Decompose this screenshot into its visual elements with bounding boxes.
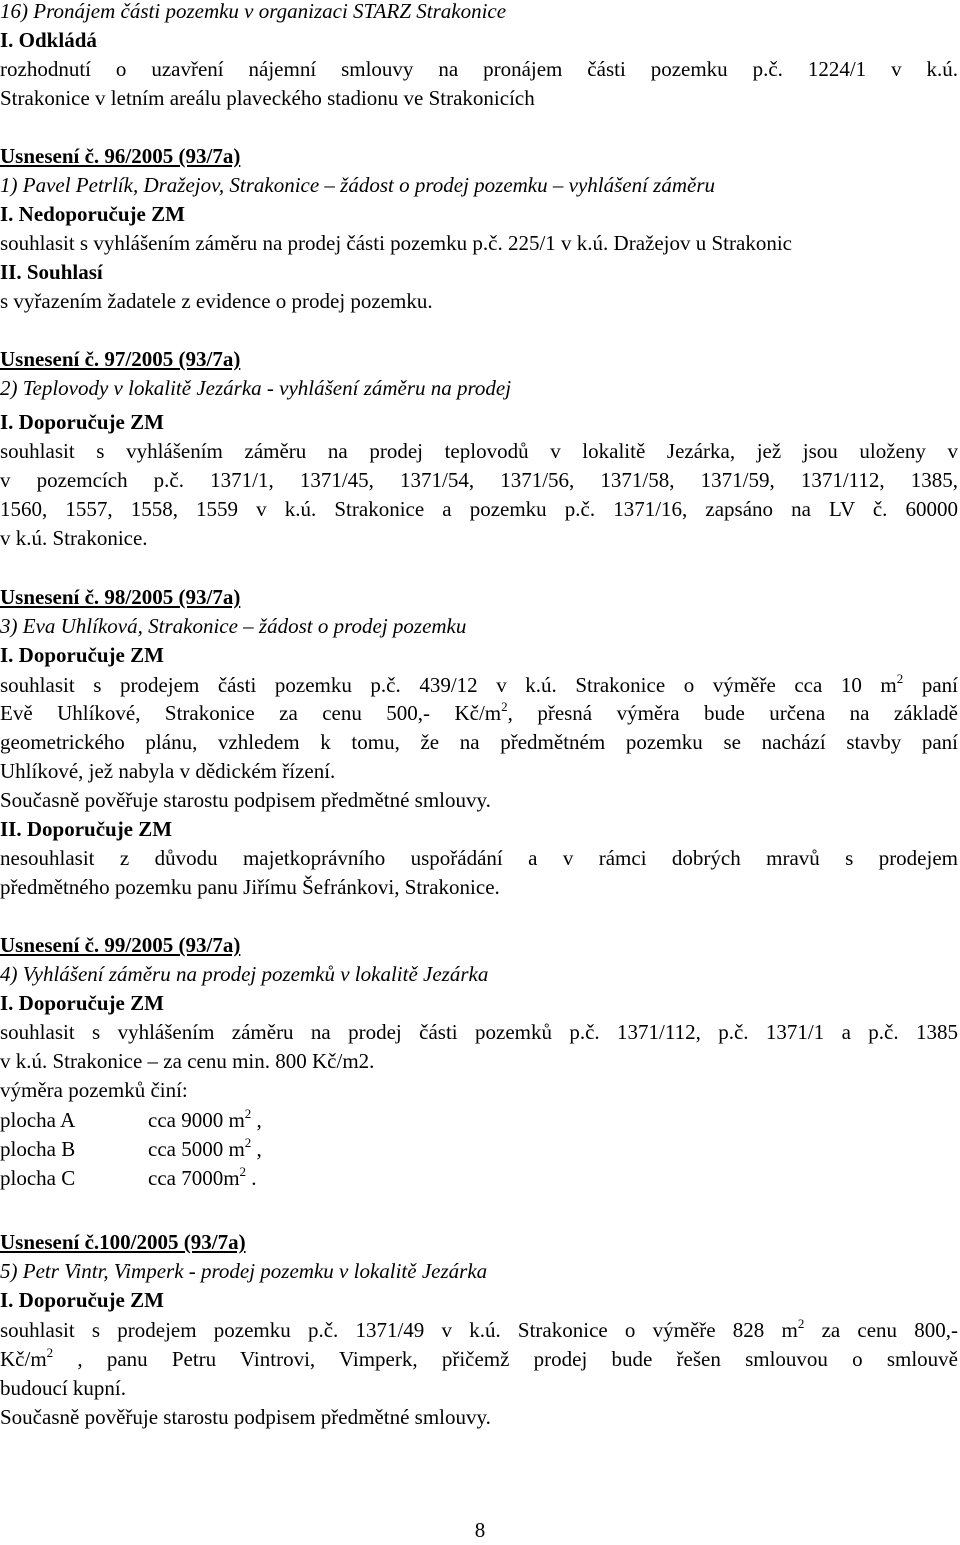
section-heading: 1) Pavel Petrlík, Dražejov, Strakonice – žádost o prodej pozemku – vyhlášení záměru — [0, 173, 716, 197]
resolution-number: Usnesení č. 97/2005 (93/7a) — [0, 347, 241, 371]
decision-text: v k.ú. Strakonice – za cenu min. 800 Kč/m2. — [0, 1049, 375, 1073]
decision-label: I. Doporučuje ZM — [0, 410, 164, 434]
section-heading: 4) Vyhlášení záměru na prodej pozemků v lokalitě Jezárka — [0, 962, 489, 986]
area-row: plocha B cca 5000 $m^2$ , — [0, 1135, 262, 1161]
resolution-number: Usnesení č.100/2005 (93/7a) — [0, 1230, 246, 1254]
decision-label: II. Doporučuje ZM — [0, 817, 173, 841]
decision-text: souhlasit s vyhlášením záměru na prodej teplovodů v lokalitě Jezárka, jež jsou uloženy v — [0, 439, 958, 463]
decision-text: v k.ú. Strakonice. — [0, 526, 148, 550]
decision-label: I. Nedoporučuje ZM — [0, 202, 185, 226]
section-heading: 16) Pronájem části pozemku v organizaci STARZ Strakonice — [0, 0, 507, 23]
decision-text: Současně pověřuje starostu podpisem předmětné smlouvy. — [0, 1405, 491, 1429]
decision-text: budoucí kupní. — [0, 1376, 126, 1400]
resolution-number: Usnesení č. 96/2005 (93/7a) — [0, 144, 241, 168]
page-number: 8 — [474, 1518, 486, 1542]
decision-label: II. Souhlasí — [0, 260, 103, 284]
decision-text: geometrického plánu, vzhledem k tomu, že na předmětném pozemku se nachází stavby paní — [0, 730, 958, 754]
decision-label: I. Doporučuje ZM — [0, 643, 164, 667]
decision-label: I. Doporučuje ZM — [0, 1288, 164, 1312]
decision-text: $Kč/m^2$ , panu Petru Vintrovi, Vimperk, přičemž prodej bude řešen smlouvou o smlouvě — [0, 1345, 958, 1371]
decision-text: souhlasit s vyhlášením záměru na prodej části pozemku p.č. 225/1 v k.ú. Dražejov u Strakonic — [0, 231, 792, 255]
resolution-number: Usnesení č. 99/2005 (93/7a) — [0, 933, 241, 957]
decision-text: Současně pověřuje starostu podpisem předmětné smlouvy. — [0, 788, 491, 812]
decision-text: Strakonice v letním areálu plaveckého stadionu ve Strakonicích — [0, 86, 535, 110]
decision-text: nesouhlasit z důvodu majetkoprávního uspořádání a v rámci dobrých mravů s prodejem — [0, 846, 958, 870]
decision-label: I. Odkládá — [0, 28, 97, 52]
section-heading: 5) Petr Vintr, Vimperk - prodej pozemku v lokalitě Jezárka — [0, 1259, 488, 1283]
decision-text: souhlasit s vyhlášením záměru na prodej části pozemků p.č. 1371/112, p.č. 1371/1 a p.č. 1385 — [0, 1020, 958, 1044]
area-row: plocha A cca 9000 $m^2$ , — [0, 1106, 262, 1132]
area-row: plocha C cca $7000m^2$ . — [0, 1164, 257, 1190]
section-heading: 2) Teplovody v lokalitě Jezárka - vyhlášení záměru na prodej — [0, 376, 512, 400]
decision-text: rozhodnutí o uzavření nájemní smlouvy na pronájem části pozemku p.č. 1224/1 v k.ú. — [0, 57, 958, 81]
decision-text: v pozemcích p.č. 1371/1, 1371/45, 1371/54, 1371/56, 1371/58, 1371/59, 1371/112, 1385, — [0, 468, 958, 492]
decision-text: souhlasit s prodejem části pozemku p.č. 439/12 v k.ú. Strakonice o výměře cca 10 $m^2$ paní — [0, 671, 958, 697]
decision-text: souhlasit s prodejem pozemku p.č. 1371/49 v k.ú. Strakonice o výměře 828 $m^2$ za cenu 800,- — [0, 1316, 959, 1342]
decision-text: předmětného pozemku panu Jiřímu Šefránkovi, Strakonice. — [0, 875, 500, 899]
decision-text: 1560, 1557, 1558, 1559 v k.ú. Strakonice a pozemku p.č. 1371/16, zapsáno na LV č. 60000 — [0, 497, 958, 521]
section-heading: 3) Eva Uhlíková, Strakonice – žádost o prodej pozemku — [0, 614, 467, 638]
resolution-number: Usnesení č. 98/2005 (93/7a) — [0, 585, 241, 609]
decision-label: I. Doporučuje ZM — [0, 991, 164, 1015]
decision-text: Evě Uhlíkové, Strakonice za cenu 500,- $Kč/m^2$, přesná výměra bude určena na základě — [0, 699, 958, 725]
decision-text: Uhlíkové, jež nabyla v dědickém řízení. — [0, 759, 336, 783]
decision-text: výměra pozemků činí: — [0, 1078, 188, 1102]
decision-text: s vyřazením žadatele z evidence o prodej pozemku. — [0, 289, 433, 313]
